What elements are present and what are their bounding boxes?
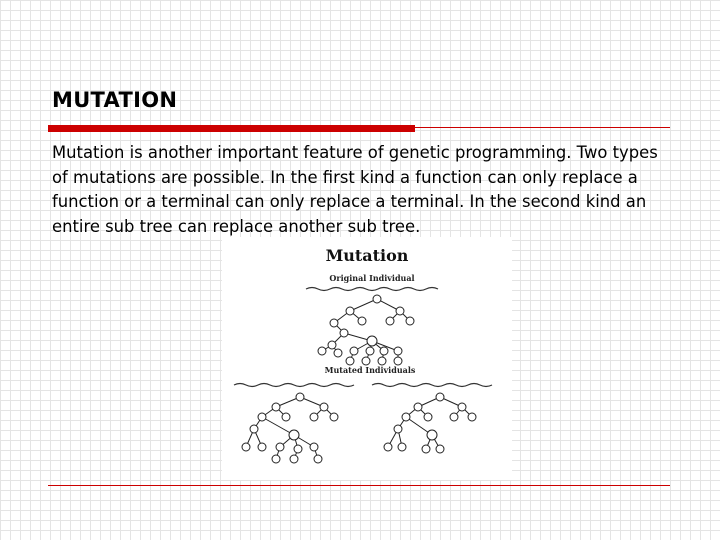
original-tree [318, 295, 414, 365]
title-underline-bar [48, 125, 415, 132]
slide-title: MUTATION [52, 88, 178, 112]
title-underline-thin [415, 127, 670, 128]
slide-body-text: Mutation is another important feature of genetic programming. Two types of mutations are possible. In the first kind a function can only replace a function or a terminal can only replace a terminal. In the second kind an entire sub tree can replace another sub tree. [52, 143, 658, 236]
original-expression [306, 288, 438, 291]
bottom-rule [48, 485, 670, 486]
figure-mutated-label: Mutated Individuals [324, 365, 416, 375]
mutation-diagram-image [222, 237, 512, 480]
mutated-expression-left [234, 384, 354, 387]
figure-title: Mutation [325, 246, 409, 265]
mutated-tree-right [384, 393, 476, 453]
mutated-expression-right [372, 384, 492, 387]
figure-original-label: Original Individual [329, 273, 415, 283]
mutated-tree-left [242, 393, 338, 463]
